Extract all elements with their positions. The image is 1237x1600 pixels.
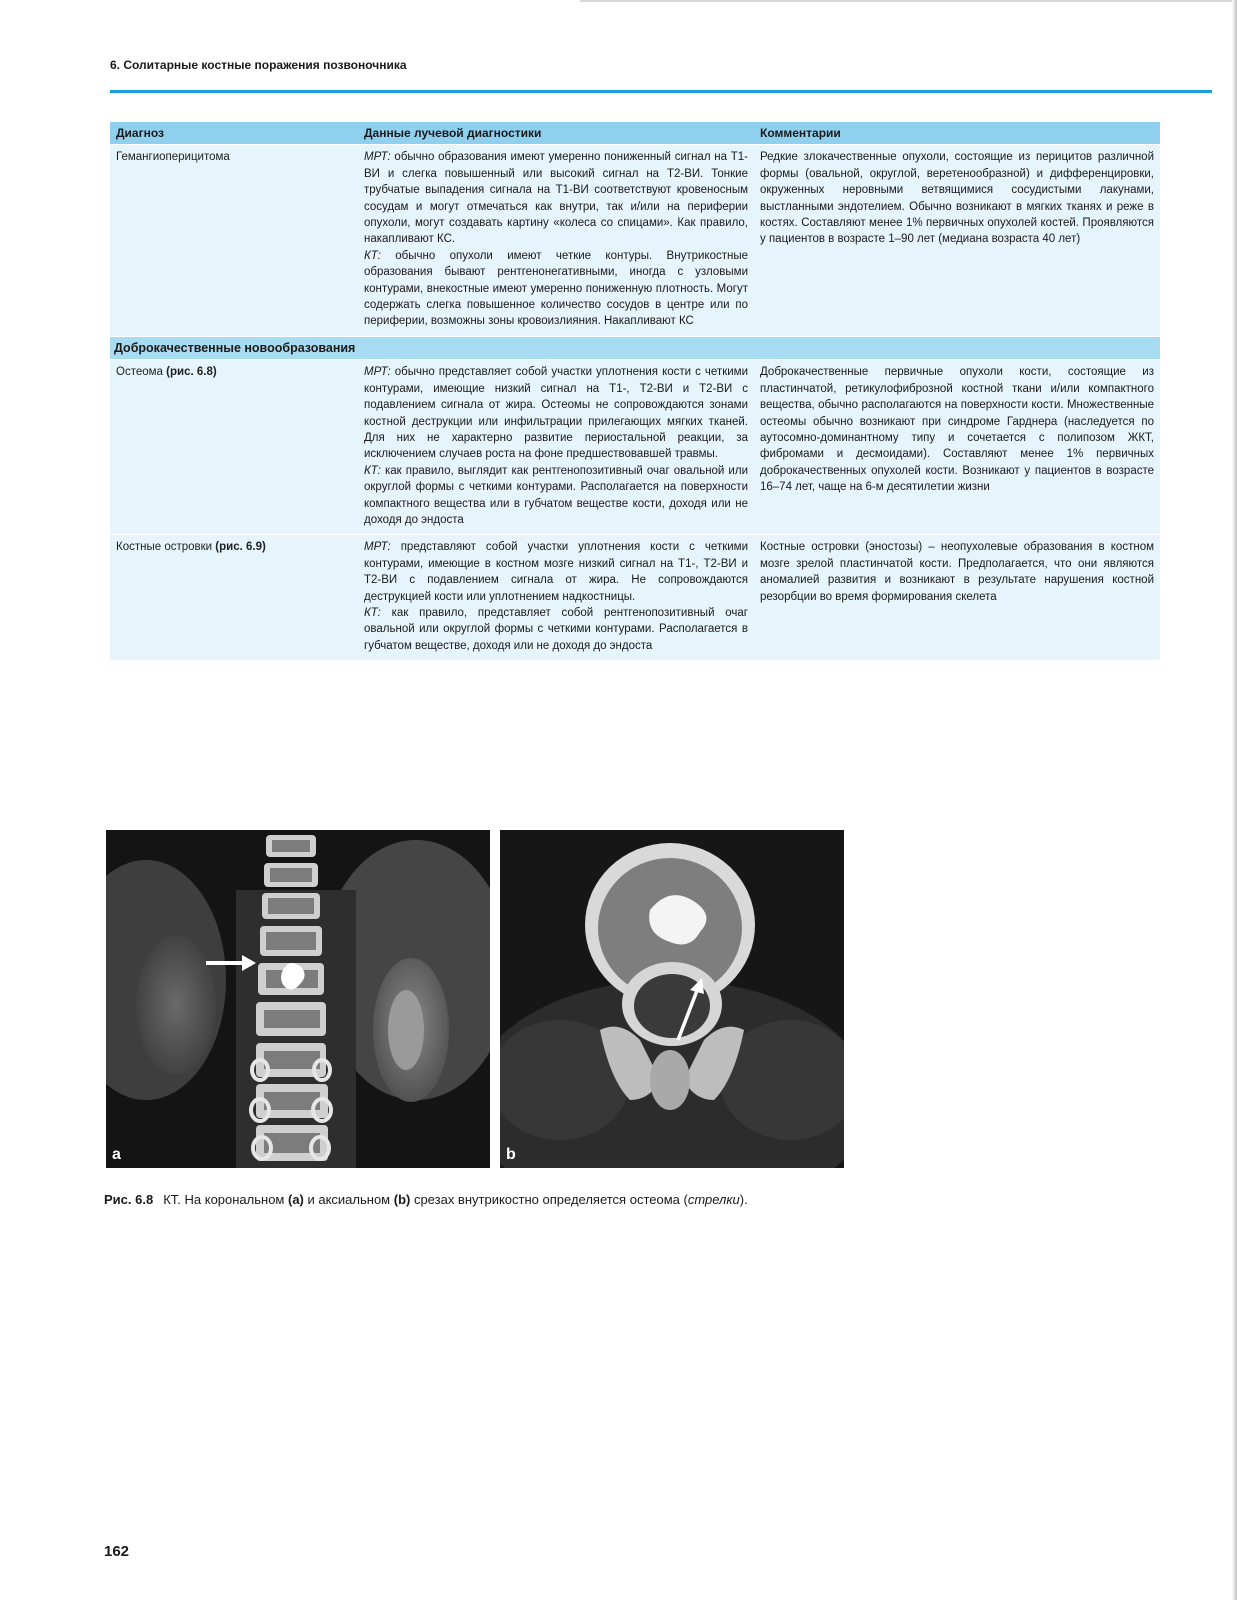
caption-text: и аксиальном bbox=[303, 1192, 394, 1207]
caption-panel-a: (a) bbox=[287, 1192, 304, 1207]
ct-coronal-drawing bbox=[106, 830, 490, 1168]
mri-label: МРТ: bbox=[364, 541, 391, 554]
top-edge-shadow bbox=[580, 0, 1237, 2]
imaging-cell bbox=[358, 535, 754, 660]
column-header: Данные лучевой диагностики bbox=[358, 122, 754, 145]
caption-panel-b: (b) bbox=[393, 1192, 411, 1207]
mri-label: МРТ: bbox=[364, 366, 391, 379]
mri-text: обычно представляет собой участки уплотнения кости с четкими контурами, имеющие низкий сигнал на Т1-, Т2-ВИ и Т2-ВИ с подавлением сигнала от жира. Остеомы не сопровождаются зонами костной деструкции или инфильтрации прилегающих мягких тканей. Для них не характерно развитие периостальной реакции, за исключением случаев роста на фоне предшествовавшей травмы. bbox=[364, 366, 748, 461]
diagnosis-cell bbox=[110, 535, 358, 660]
ct-label: КТ: bbox=[364, 606, 381, 619]
comment-cell: Доброкачественные первичные опухоли кости, состоящие из пластинчатой, ретикулофиброзной костной ткани и/или компактного вещества, обычно располагаются на поверхности кости. Множественные остеомы обычно возникают при синдроме Гарднера (наследуется по аутосомно-доминантному типу и сочетается с полипозом ЖКТ, фибромами и десмоидами). Составляют менее 1% первичных доброкачественных опухолей кости. Возникают у пациентов в возрасте 16–74 лет, чаще на 6-м десятилетии жизни bbox=[754, 360, 1160, 535]
caption-text: срезах внутрикостно определяется остеома ( bbox=[410, 1192, 688, 1207]
caption-number: Рис. 6.8 bbox=[104, 1192, 154, 1207]
imaging-cell bbox=[358, 145, 754, 336]
caption-text: ). bbox=[739, 1192, 748, 1207]
diagnosis-name: Остеома bbox=[116, 366, 163, 379]
diagnosis-cell bbox=[110, 145, 358, 336]
page-number: 162 bbox=[104, 1543, 130, 1560]
panel-label: b bbox=[506, 1146, 516, 1163]
mri-label: МРТ: bbox=[364, 151, 391, 164]
section-row bbox=[110, 336, 1160, 359]
header-rule bbox=[110, 90, 1212, 93]
panel-label: a bbox=[112, 1146, 121, 1163]
table-header-row bbox=[110, 122, 1160, 145]
diagnosis-table bbox=[110, 122, 1160, 660]
figure-caption bbox=[104, 1192, 748, 1207]
figure-reference: (рис. 6.8) bbox=[166, 366, 217, 379]
ct-label: КТ: bbox=[364, 464, 381, 477]
table-row bbox=[110, 145, 1160, 336]
section-label: Доброкачественные новообразования bbox=[110, 336, 1160, 359]
table-row bbox=[110, 360, 1160, 535]
ct-label: КТ: bbox=[364, 249, 381, 262]
comment-cell: Редкие злокачественные опухоли, состоящие из перицитов различной формы (овальной, округлой, веретенообразной) и дифференцировки, окруженных неровными ветвящимися сосудистыми лакунами, выстланными эндотелием. Обычно возникают в мягких тканях и реже в костях. Составляют менее 1% первичных опухолей костей. Проявляются у пациентов в возрасте 1–90 лет (медиана возраста 40 лет) bbox=[754, 145, 1160, 336]
comment-cell: Костные островки (эностозы) – неопухолевые образования в костном мозге зрелой пластинчатой кости. Предполагается, что они являются аномалией развития и возникают в результате нарушения костной резорбции во время формирования скелета bbox=[754, 535, 1160, 660]
ct-axial-drawing bbox=[500, 830, 844, 1168]
mri-text: обычно образования имеют умеренно пониженный сигнал на Т1-ВИ и слегка повышенный или высокий сигнал на Т2-ВИ. Тонкие трубчатые выпадения сигнала на Т1-ВИ соответствуют кровеносным сосудам и могут отмечаться как внутри, так и/или на периферии опухоли, могут создавать картину «колеса со спицами». Как правило, накапливают КС. bbox=[364, 151, 748, 246]
table-row bbox=[110, 535, 1160, 660]
page-binding-edge bbox=[1232, 0, 1237, 1600]
imaging-cell bbox=[358, 360, 754, 535]
ct-text: как правило, представляет собой рентгенопозитивный очаг овальной или округлой формы с четкими контурами. Располагается в губчатом веществе, доходя или не доходя до эндоста bbox=[364, 606, 748, 652]
ct-text: как правило, выглядит как рентгенопозитивный очаг овальной или округлой формы с четкими контурами. Располагается на поверхности компактного вещества или в губчатом веществе кости, доходя или не доходя до эндоста bbox=[364, 464, 748, 526]
ct-coronal-image bbox=[106, 830, 490, 1168]
diagnosis-cell bbox=[110, 360, 358, 535]
column-header: Комментарии bbox=[754, 122, 1160, 145]
running-header: 6. Солитарные костные поражения позвоночника bbox=[110, 58, 407, 72]
ct-axial-image bbox=[500, 830, 844, 1168]
caption-text: КТ. На корональном bbox=[163, 1192, 288, 1207]
caption-italic: стрелки bbox=[687, 1192, 740, 1207]
column-header: Диагноз bbox=[110, 122, 358, 145]
diagnosis-name: Костные островки bbox=[116, 541, 213, 554]
figure-reference: (рис. 6.9) bbox=[215, 541, 266, 554]
diagnosis-name: Гемангиоперицитома bbox=[116, 151, 230, 164]
ct-text: обычно опухоли имеют четкие контуры. Внутрикостные образования бывают рентгенонегативными, иногда с узловыми контурами, внекостные имеют умеренно пониженную плотность. Могут содержать слегка повышенное количество сосудов в центре или по периферии, возможны зоны кровоизлияния. Накапливают КС bbox=[364, 249, 748, 328]
mri-text: представляют собой участки уплотнения кости с четкими контурами, имеющие в костном мозге низкий сигнал на Т1-, Т2-ВИ и Т2-ВИ с подавлением сигнала от жира. Не сопровождаются деструкцией кости или уплотнением надкостницы. bbox=[364, 541, 748, 603]
